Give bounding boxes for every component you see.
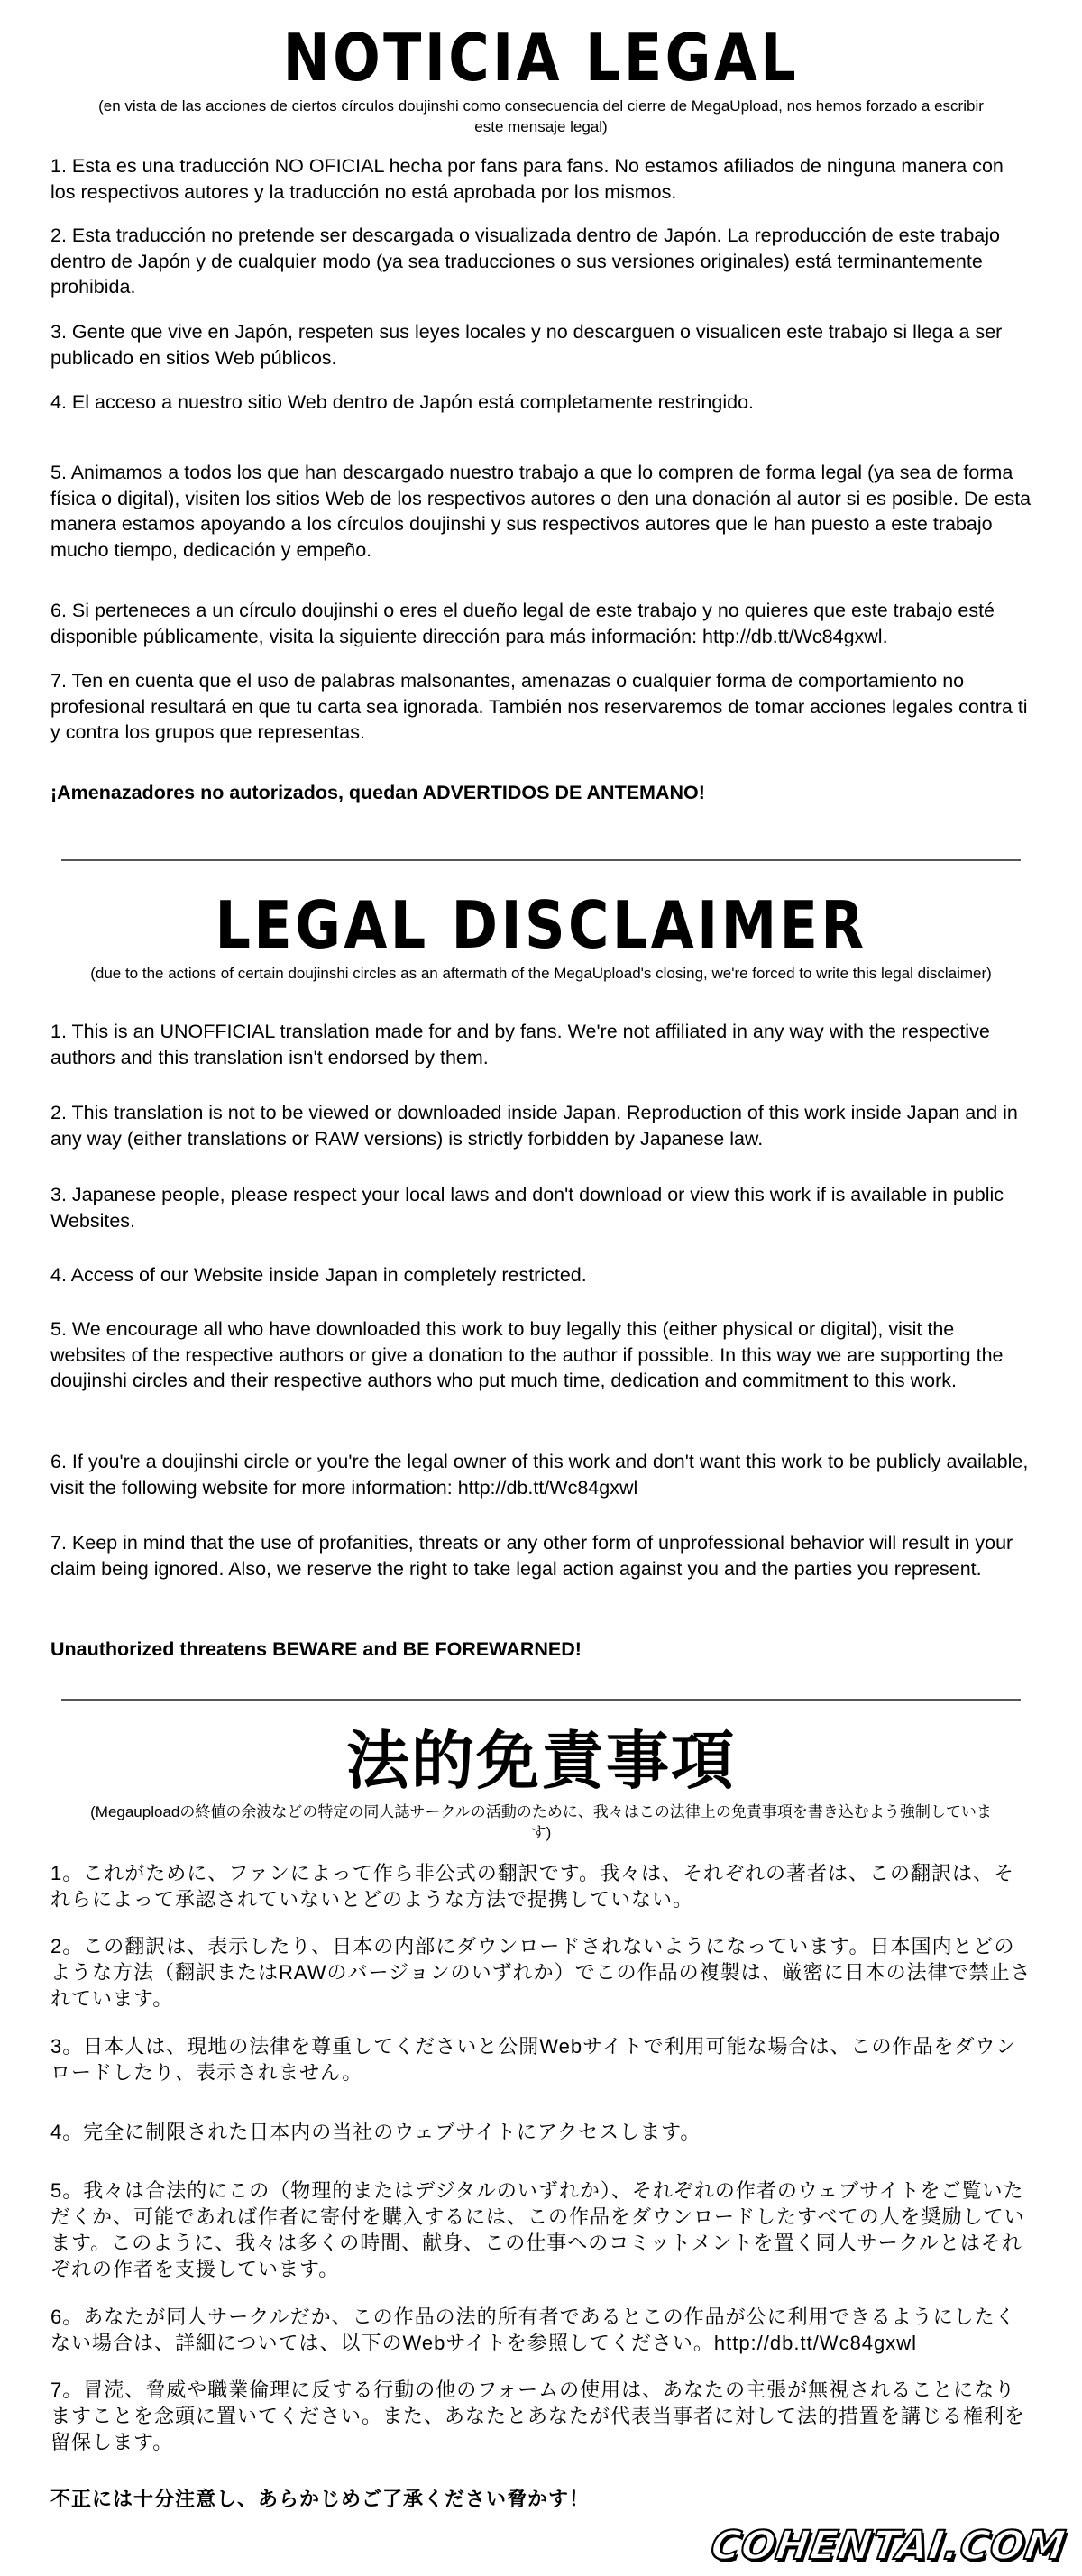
- section-divider-1: [61, 859, 1021, 861]
- english-paragraph-3: 3. Japanese people, please respect your local laws and don't download or view this work if is available in public Websites.: [50, 1184, 1004, 1232]
- japanese-paragraph-2: 2。この翻訳は、表示したり、日本の内部にダウンロードされないようになっています。日本国内とどのような方法（翻訳またはRAWのバージョンのいずれか）でこの作品の複製は、厳密に日本の法律で禁止されています。: [50, 1935, 1032, 2010]
- japanese-section: [50, 1724, 1032, 1843]
- spanish-paragraph-5: 5. Animamos a todos los que han descargado nuestro trabajo a que lo compren de forma legal (ya sea de forma física o digital), visiten los sitios Web de los respectivos autores o den una donación al autor si es posible. De esta manera estamos apoyando a los círculos doujinshi y sus respectivos autores que le han puesto a este trabajo mucho tiempo, dedicación y empeño.: [50, 462, 1032, 561]
- japanese-paragraph-1: 1。これがために、ファンによって作ら非公式の翻訳です。我々は、それぞれの著者は、この翻訳は、それらによって承認されていないとどのような方法で提携していない。: [50, 1862, 1015, 1911]
- japanese-paragraph-3: 3。日本人は、現地の法律を尊重してくださいと公開Webサイトで利用可能な場合は、この作品をダウンロードしたり、表示されません。: [50, 2035, 1017, 2084]
- japanese-paragraph-5: 5。我々は合法的にこの（物理的またはデジタルのいずれか）、それぞれの作者のウェブサイトをご覧いただくか、可能であれば作者に寄付を購入するには、この作品をダウンロードしたすべての人を奨励しています。このように、我々は多くの時間、献身、この仕事へのコミットメントを置く同人サークルとはそれぞれの作者を支援しています。: [50, 2179, 1025, 2280]
- spanish-paragraph-4: 4. El acceso a nuestro sitio Web dentro de Japón está completamente restringido.: [50, 391, 755, 413]
- spanish-subtitle: (en vista de las acciones de ciertos círculos doujinshi como consecuencia del cierre de MegaUpload, nos hemos forzado a escribir este mensaje legal): [98, 97, 984, 135]
- english-warning: Unauthorized threatens BEWARE and BE FOREWARNED!: [50, 1638, 582, 1660]
- english-paragraph-6: 6. If you're a doujinshi circle or you're the legal owner of this work and don't want this work to be publicly available, visit the following website for more information: http://db.tt/Wc84gxwl: [50, 1451, 1029, 1499]
- english-paragraph-4: 4. Access of our Website inside Japan in completely restricted.: [50, 1264, 587, 1286]
- english-paragraph-1: 1. This is an UNOFFICIAL translation made for and by fans. We're not affiliated in any way with the respective authors and this translation isn't endorsed by them.: [50, 1021, 990, 1068]
- english-paragraph-2: 2. This translation is not to be viewed or downloaded inside Japan. Reproduction of this work inside Japan and in any way (either translations or RAW versions) is strictly forbidden by Japanese law.: [50, 1102, 1018, 1150]
- japanese-warning: 不正には十分注意し、あらかじめご了承ください脅かす！: [50, 2488, 591, 2510]
- spanish-paragraph-2: 2. Esta traducción no pretende ser descargada o visualizada dentro de Japón. La reproducción de este trabajo dentro de Japón y de cualquier modo (ya sea traducciones o sus versiones originales) está terminantemente prohibida.: [50, 225, 1000, 298]
- english-paragraph-7: 7. Keep in mind that the use of profanities, threats or any other form of unprofessional behavior will result in your claim being ignored. Also, we reserve the right to take legal action against you and the parties you represent.: [50, 1532, 1013, 1580]
- english-title: LEGAL DISCLAIMER: [215, 887, 867, 963]
- japanese-paragraph-7: 7。冒涜、脅威や職業倫理に反する行動の他のフォームの使用は、あなたの主張が無視されることになりますことを念頭に置いてください。また、あなたとあなたが代表当事者に対して法的措置を講じる権利を留保します。: [50, 2379, 1026, 2453]
- spanish-paragraph-1: 1. Esta es una traducción NO OFICIAL hecha por fans para fans. No estamos afiliados de ninguna manera con los respectivos autores y la traducción no está aprobada por los mismos.: [50, 155, 1004, 203]
- english-paragraph-5: 5. We encourage all who have downloaded this work to buy legally this (either physical or digital), visit the websites of the respective authors or give a donation to the author if possible. In this way we are supporting the doujinshi circles and their respective authors who put much time, dedication and commitment to this work.: [50, 1318, 1004, 1391]
- japanese-paragraph-4: 4。完全に制限された日本内の当社のウェブサイトにアクセスします。: [50, 2121, 701, 2143]
- japanese-subtitle: (Megauploadの終値の余波などの特定の同人誌サークルの活動のために、我々はこの法律上の免責事項を書き込むよう強制しています): [90, 1803, 992, 1841]
- japanese-title: 法的免責事項: [346, 1724, 736, 1798]
- spanish-title: NOTICIA LEGAL: [282, 20, 800, 96]
- spanish-paragraph-7: 7. Ten en cuenta que el uso de palabras malsonantes, amenazas o cualquier forma de comportamiento no profesional resultará en que tu carta sea ignorada. También nos reservaremos de tomar acciones legales contra ti y contra los grupos que representas.: [50, 670, 1028, 743]
- spanish-warning: ¡Amenazadores no autorizados, quedan ADVERTIDOS DE ANTEMANO!: [50, 782, 705, 803]
- spanish-section: [50, 20, 1032, 137]
- spanish-paragraph-3: 3. Gente que vive en Japón, respeten sus leyes locales y no descarguen o visualicen este trabajo si llega a ser publicado en sitios Web públicos.: [50, 321, 1003, 369]
- english-subtitle: (due to the actions of certain doujinshi circles as an aftermath of the MegaUpload's closing, we're forced to write this legal disclaimer): [90, 965, 992, 982]
- spanish-paragraph-6: 6. Si perteneces a un círculo doujinshi o eres el dueño legal de este trabajo y no quieres que este trabajo esté disponible públicamente, visita la siguiente dirección para más información: http://db.tt/Wc84gxwl.: [50, 600, 995, 647]
- english-section: [50, 887, 1032, 984]
- japanese-paragraph-6: 6。あなたが同人サークルだか、この作品の法的所有者であるとこの作品が公に利用できるようにしたくない場合は、詳細については、以下のWebサイトを参照してください。http://db.tt/Wc84gxwl: [50, 2306, 1016, 2354]
- section-divider-2: [61, 1699, 1021, 1701]
- watermark-logo: COHENTAI.COM: [708, 2523, 1069, 2569]
